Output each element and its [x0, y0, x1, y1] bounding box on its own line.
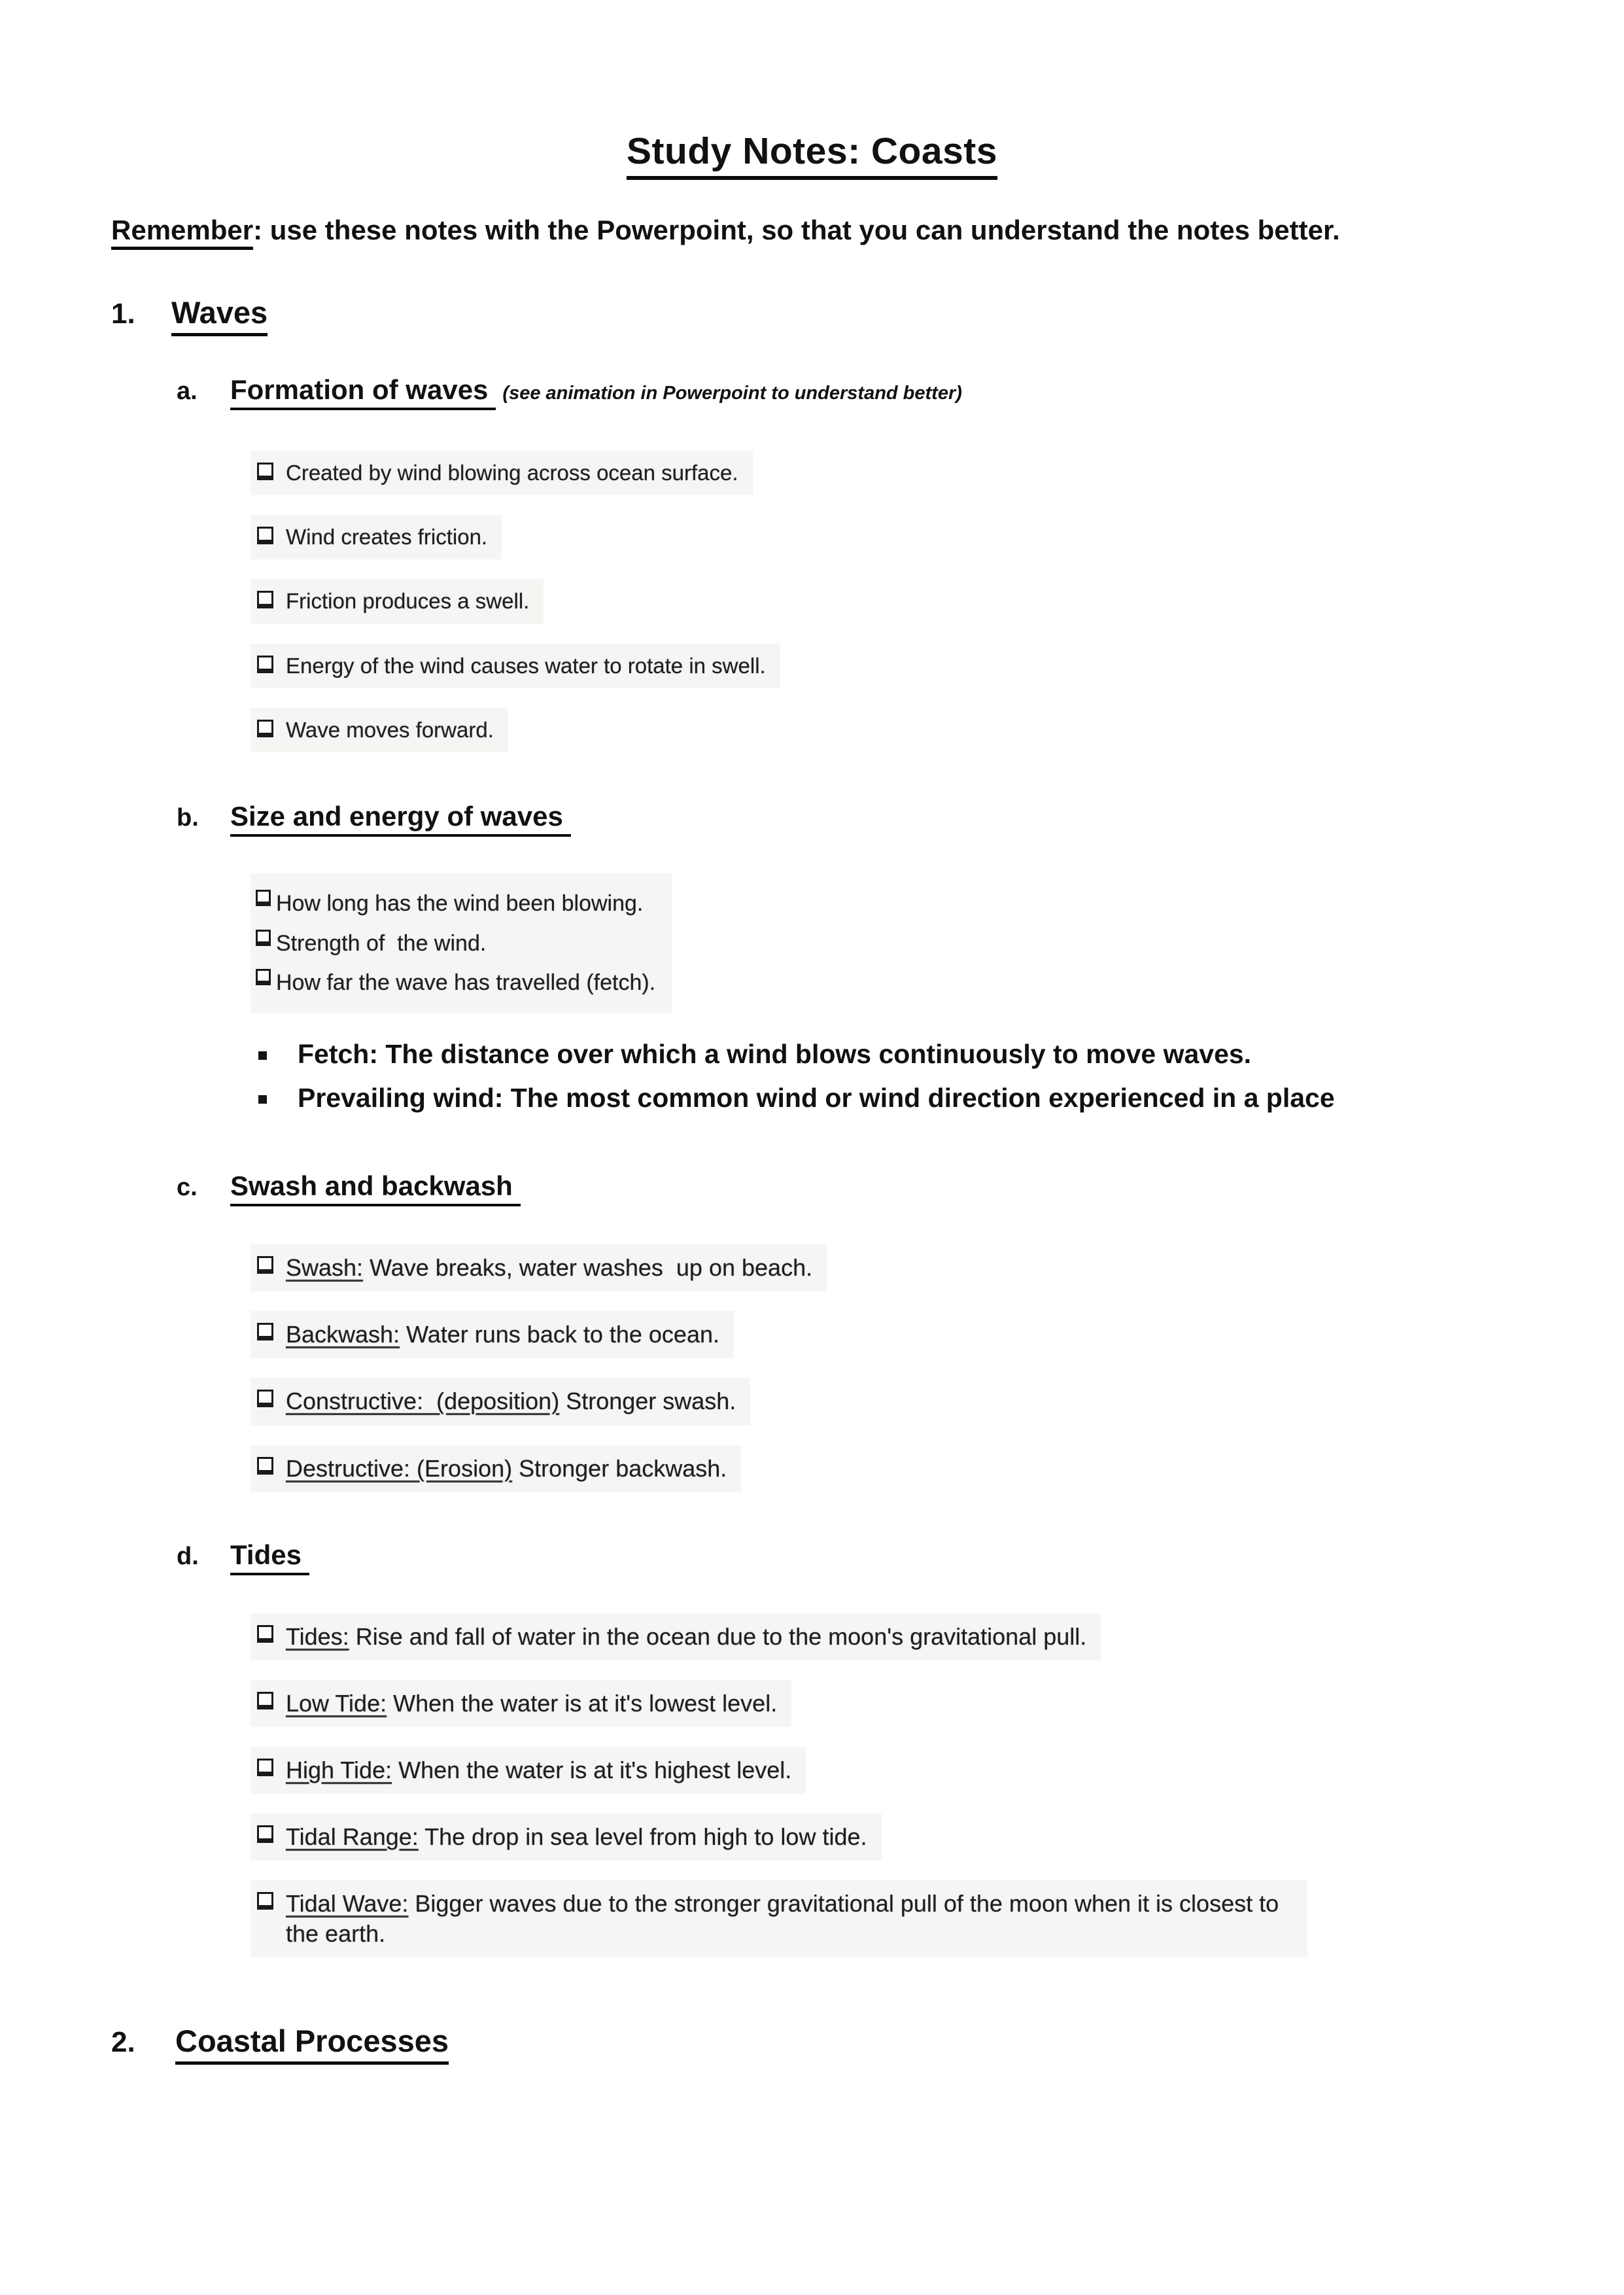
subsection-title: Tides [230, 1539, 309, 1575]
tides-items [251, 1613, 1513, 1957]
list-item [251, 1244, 827, 1291]
list-item-text [286, 1689, 777, 1719]
checkbox-bullet-icon [257, 1625, 273, 1643]
subsection-title: Size and energy of waves [230, 801, 571, 837]
list-item-text [286, 1320, 719, 1350]
list-item [251, 579, 544, 623]
list-item [256, 884, 655, 924]
list-item-text: Wind creates friction. [286, 525, 488, 550]
term-label: Swash: [286, 1254, 364, 1282]
checkbox-bullet-icon [257, 527, 273, 544]
list-item [251, 644, 780, 688]
list-item [251, 1445, 741, 1492]
list-item-text [286, 1386, 736, 1416]
list-item [251, 1311, 734, 1358]
term-definition: Stronger swash. [559, 1388, 736, 1415]
list-item-text [286, 1889, 1293, 1949]
term-label: High Tide: [286, 1756, 392, 1783]
subsection-swash-heading [177, 1170, 1513, 1206]
subsection-letter: c. [177, 1174, 198, 1202]
remember-note [111, 215, 1513, 246]
subsection-letter: d. [177, 1542, 199, 1570]
list-item-text: Created by wind blowing across ocean surface. [286, 461, 738, 485]
checkbox-bullet-icon [257, 1692, 273, 1709]
term-label: Constructive: (deposition) [286, 1388, 560, 1415]
term-label: Tidal Range: [286, 1823, 419, 1850]
definition-term: Prevailing wind: [298, 1083, 504, 1113]
checkbox-bullet-icon [257, 591, 273, 608]
term-label: Backwash: [286, 1321, 400, 1348]
subsection-formation-heading [177, 374, 1513, 410]
checkbox-bullet-icon [257, 1457, 273, 1475]
checkbox-bullet-icon [256, 890, 271, 906]
list-item [251, 515, 502, 559]
subsection-size-energy-heading [177, 801, 1513, 837]
subsection-letter: a. [177, 377, 198, 405]
swash-items [251, 1244, 1513, 1492]
term-label: Low Tide: [286, 1689, 387, 1717]
term-definition: Water runs back to the ocean. [400, 1321, 719, 1348]
checkbox-bullet-icon [257, 1256, 273, 1274]
definition-body: The most common wind or wind direction experienced in a place [503, 1083, 1335, 1113]
subsection-note: (see animation in Powerpoint to understand better) [502, 383, 962, 404]
list-item [251, 1378, 750, 1425]
section-title: Coastal Processes [175, 2023, 449, 2065]
list-item-text: Wave moves forward. [286, 717, 494, 742]
subsection-title: Formation of waves [230, 374, 496, 410]
section-title: Waves [171, 294, 268, 336]
formation-items [251, 451, 1513, 752]
term-label: Tides: [286, 1622, 349, 1650]
square-bullet-icon [258, 1095, 267, 1104]
list-item [251, 708, 508, 752]
list-item-text [286, 1253, 812, 1283]
definition-body: The distance over which a wind blows continuously to move waves. [378, 1038, 1252, 1069]
square-bullet-icon [258, 1051, 267, 1060]
definition-term: Fetch: [298, 1038, 378, 1069]
page-title [111, 0, 1513, 173]
checkbox-bullet-icon [257, 1323, 273, 1340]
list-item-text: Friction produces a swell. [286, 589, 530, 614]
term-definition: Wave breaks, water washes up on beach. [363, 1254, 813, 1282]
term-definition: The drop in sea level from high to low tide. [418, 1823, 867, 1850]
checkbox-bullet-icon [257, 656, 273, 673]
checkbox-bullet-icon [257, 720, 273, 737]
list-item-text [286, 1755, 791, 1785]
checkbox-bullet-icon [257, 1759, 273, 1776]
definition-text [298, 1081, 1335, 1115]
list-item [251, 1747, 806, 1794]
list-item-text: Strength of the wind. [276, 930, 487, 956]
section-coastal-processes-heading [111, 2023, 1513, 2065]
size-energy-items [251, 873, 672, 1013]
list-item [251, 451, 753, 495]
term-label: Tidal Wave: [286, 1889, 409, 1917]
section-number: 2. [111, 2026, 135, 2059]
list-item [251, 1880, 1307, 1957]
list-item [251, 1813, 882, 1861]
list-item [256, 963, 655, 1003]
list-item-text [286, 1454, 727, 1484]
term-definition: When the water is at it's highest level. [392, 1756, 792, 1783]
definitions-list [258, 1037, 1513, 1116]
definition-text [298, 1037, 1251, 1072]
section-number: 1. [111, 298, 135, 330]
list-item-text [286, 1822, 867, 1852]
list-item [251, 1613, 1101, 1660]
list-item-text: Energy of the wind causes water to rotate in swell. [286, 653, 766, 678]
list-item [251, 1680, 791, 1727]
term-definition: Bigger waves due to the stronger gravitational pull of the moon when it is closest to the earth. [286, 1889, 1286, 1948]
list-item-text: How far the wave has travelled (fetch). [276, 970, 656, 996]
subsection-title: Swash and backwash [230, 1170, 521, 1206]
page-title-text: Study Notes: Coasts [627, 130, 997, 180]
checkbox-bullet-icon [257, 463, 273, 480]
list-item-text [286, 1622, 1086, 1652]
section-waves-heading [111, 294, 1513, 336]
checkbox-bullet-icon [256, 969, 271, 985]
checkbox-bullet-icon [257, 1390, 273, 1407]
remember-text: : use these notes with the Powerpoint, so that you can understand the notes better. [253, 215, 1340, 245]
term-label: Destructive: (Erosion) [286, 1454, 513, 1482]
list-item-text: How long has the wind been blowing. [276, 891, 644, 917]
subsection-tides-heading [177, 1539, 1513, 1575]
definition-item [258, 1037, 1513, 1072]
definition-item [258, 1081, 1513, 1115]
checkbox-bullet-icon [257, 1825, 273, 1843]
subsection-letter: b. [177, 804, 199, 832]
term-definition: Rise and fall of water in the ocean due to the moon's gravitational pull. [349, 1622, 1087, 1650]
remember-label: Remember [111, 215, 253, 250]
term-definition: When the water is at it's lowest level. [387, 1689, 778, 1717]
term-definition: Stronger backwash. [512, 1454, 727, 1482]
checkbox-bullet-icon [256, 930, 271, 946]
list-item [256, 924, 655, 964]
checkbox-bullet-icon [257, 1892, 273, 1910]
